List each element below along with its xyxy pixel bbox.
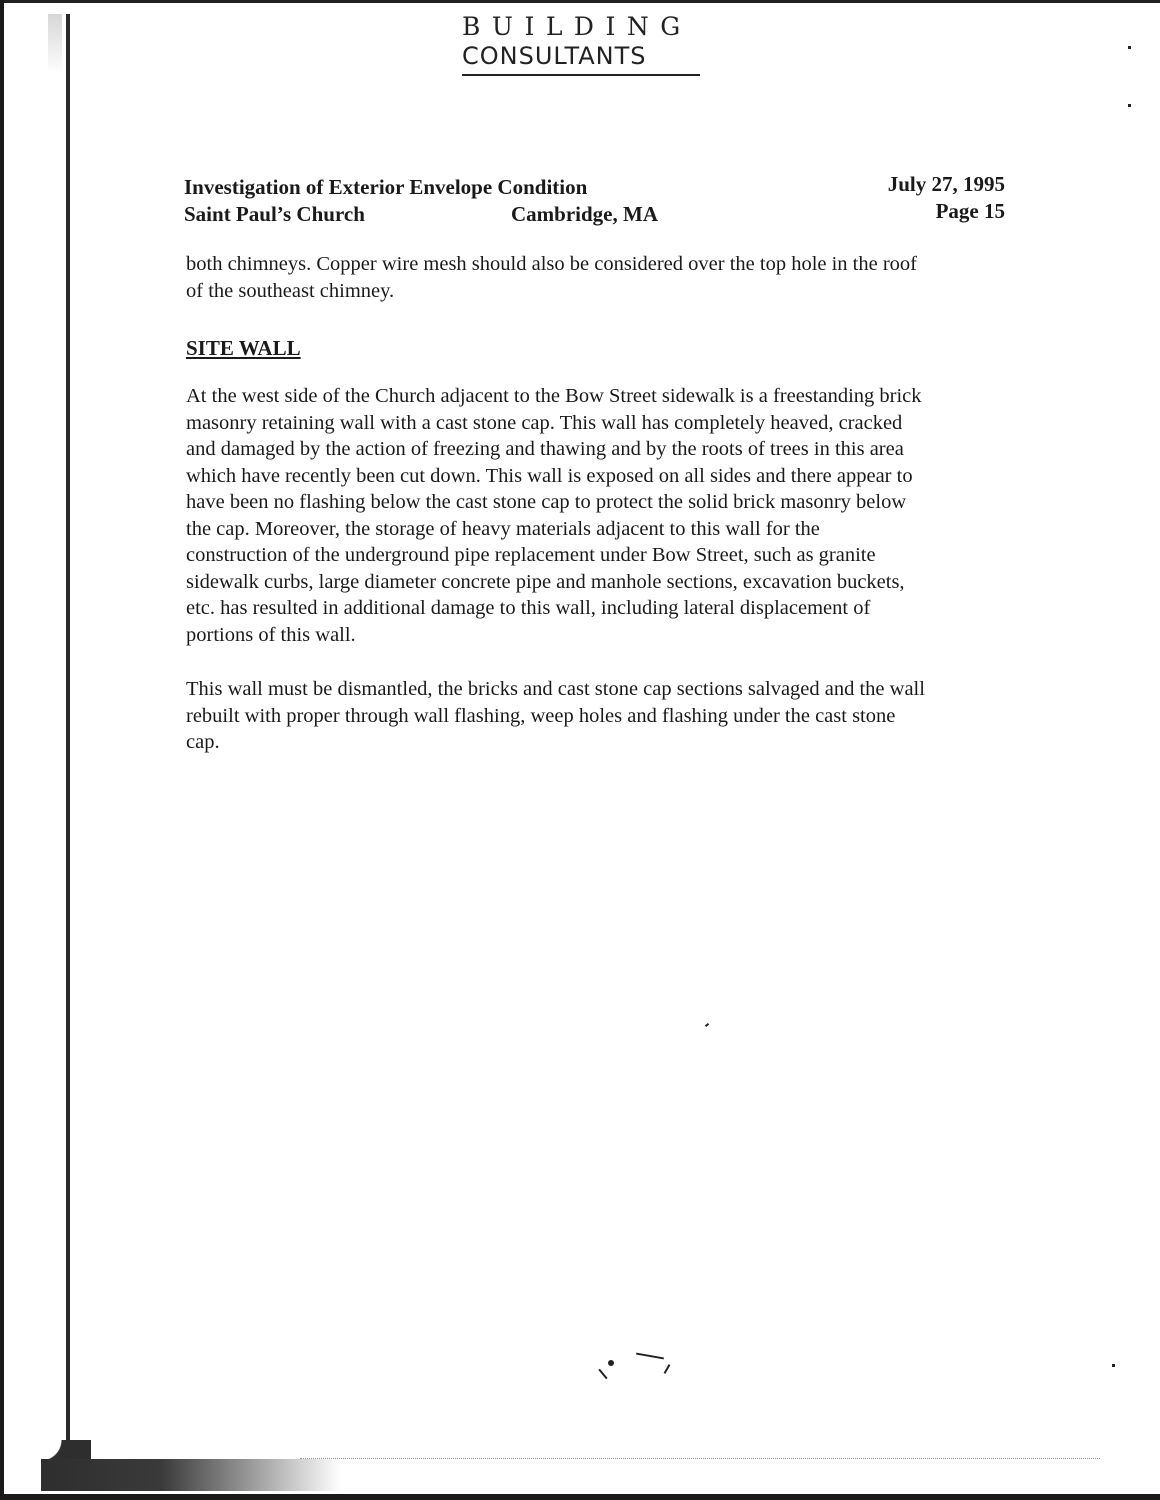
binder-margin-line bbox=[66, 14, 70, 1454]
text-line: and damaged by the action of freezing and thawing and by the roots of trees in this area bbox=[186, 438, 904, 460]
binder-bottom-shadow bbox=[41, 1459, 341, 1491]
scan-dotted-rule bbox=[300, 1458, 1100, 1459]
report-subject: Saint Paul’s Church bbox=[184, 202, 365, 226]
scan-speck bbox=[598, 1369, 607, 1379]
site-wall-paragraph-2 bbox=[186, 676, 1016, 756]
text-line: both chimneys. Copper wire mesh should also be considered over the top hole in the roof bbox=[186, 253, 918, 275]
text-line: rebuilt with proper through wall flashing, weep holes and flashing under the cast stone bbox=[186, 704, 896, 727]
scan-speck bbox=[664, 1364, 671, 1374]
scan-speck bbox=[636, 1353, 664, 1360]
report-location: Cambridge, MA bbox=[511, 202, 658, 226]
report-date: July 27, 1995 bbox=[887, 172, 1005, 196]
scan-left-edge bbox=[0, 0, 4, 1500]
text-line: cap. bbox=[186, 731, 220, 753]
text-line: portions of this wall. bbox=[186, 623, 356, 646]
site-wall-paragraph-1 bbox=[186, 383, 1016, 648]
scan-speck bbox=[608, 1360, 614, 1366]
text-line: have been no flashing below the cast stone cap to protect the solid brick masonry below bbox=[186, 491, 907, 513]
letterhead-line-2: CONSULTANTS bbox=[462, 42, 647, 70]
binder-smudge bbox=[48, 14, 62, 74]
page-number: Page 15 bbox=[935, 199, 1005, 223]
letterhead-rule bbox=[462, 74, 700, 76]
scan-top-border bbox=[0, 0, 1160, 3]
report-title: Investigation of Exterior Envelope Condition bbox=[184, 175, 588, 199]
section-heading: SITE WALL bbox=[186, 336, 301, 360]
text-line: masonry retaining wall with a cast stone cap. This wall has completely heaved, cracked bbox=[186, 411, 903, 434]
text-line: This wall must be dismantled, the bricks and cast stone cap sections salvaged and the wall bbox=[186, 678, 925, 700]
text-line: etc. has resulted in additional damage to this wall, including lateral displacement of bbox=[186, 597, 871, 619]
scan-speck bbox=[705, 1023, 709, 1027]
scan-speck bbox=[1128, 104, 1131, 107]
text-line: which have recently been cut down. This wall is exposed on all sides and there appear to bbox=[186, 464, 913, 487]
text-line: At the west side of the Church adjacent to the Bow Street sidewalk is a freestanding brick bbox=[186, 385, 922, 407]
scan-speck bbox=[1128, 46, 1131, 49]
text-line: the cap. Moreover, the storage of heavy materials adjacent to this wall for the bbox=[186, 517, 820, 540]
text-line: sidewalk curbs, large diameter concrete pipe and manhole sections, excavation buckets, bbox=[186, 570, 905, 593]
scan-speck bbox=[1112, 1364, 1115, 1367]
continuation-paragraph bbox=[186, 251, 1016, 304]
scan-bottom-border bbox=[0, 1494, 1160, 1500]
text-line: of the southeast chimney. bbox=[186, 279, 395, 302]
letterhead-line-1: BUILDING bbox=[462, 12, 692, 41]
letterhead-logo bbox=[462, 12, 702, 76]
text-line: construction of the underground pipe replacement under Bow Street, such as granite bbox=[186, 544, 876, 566]
